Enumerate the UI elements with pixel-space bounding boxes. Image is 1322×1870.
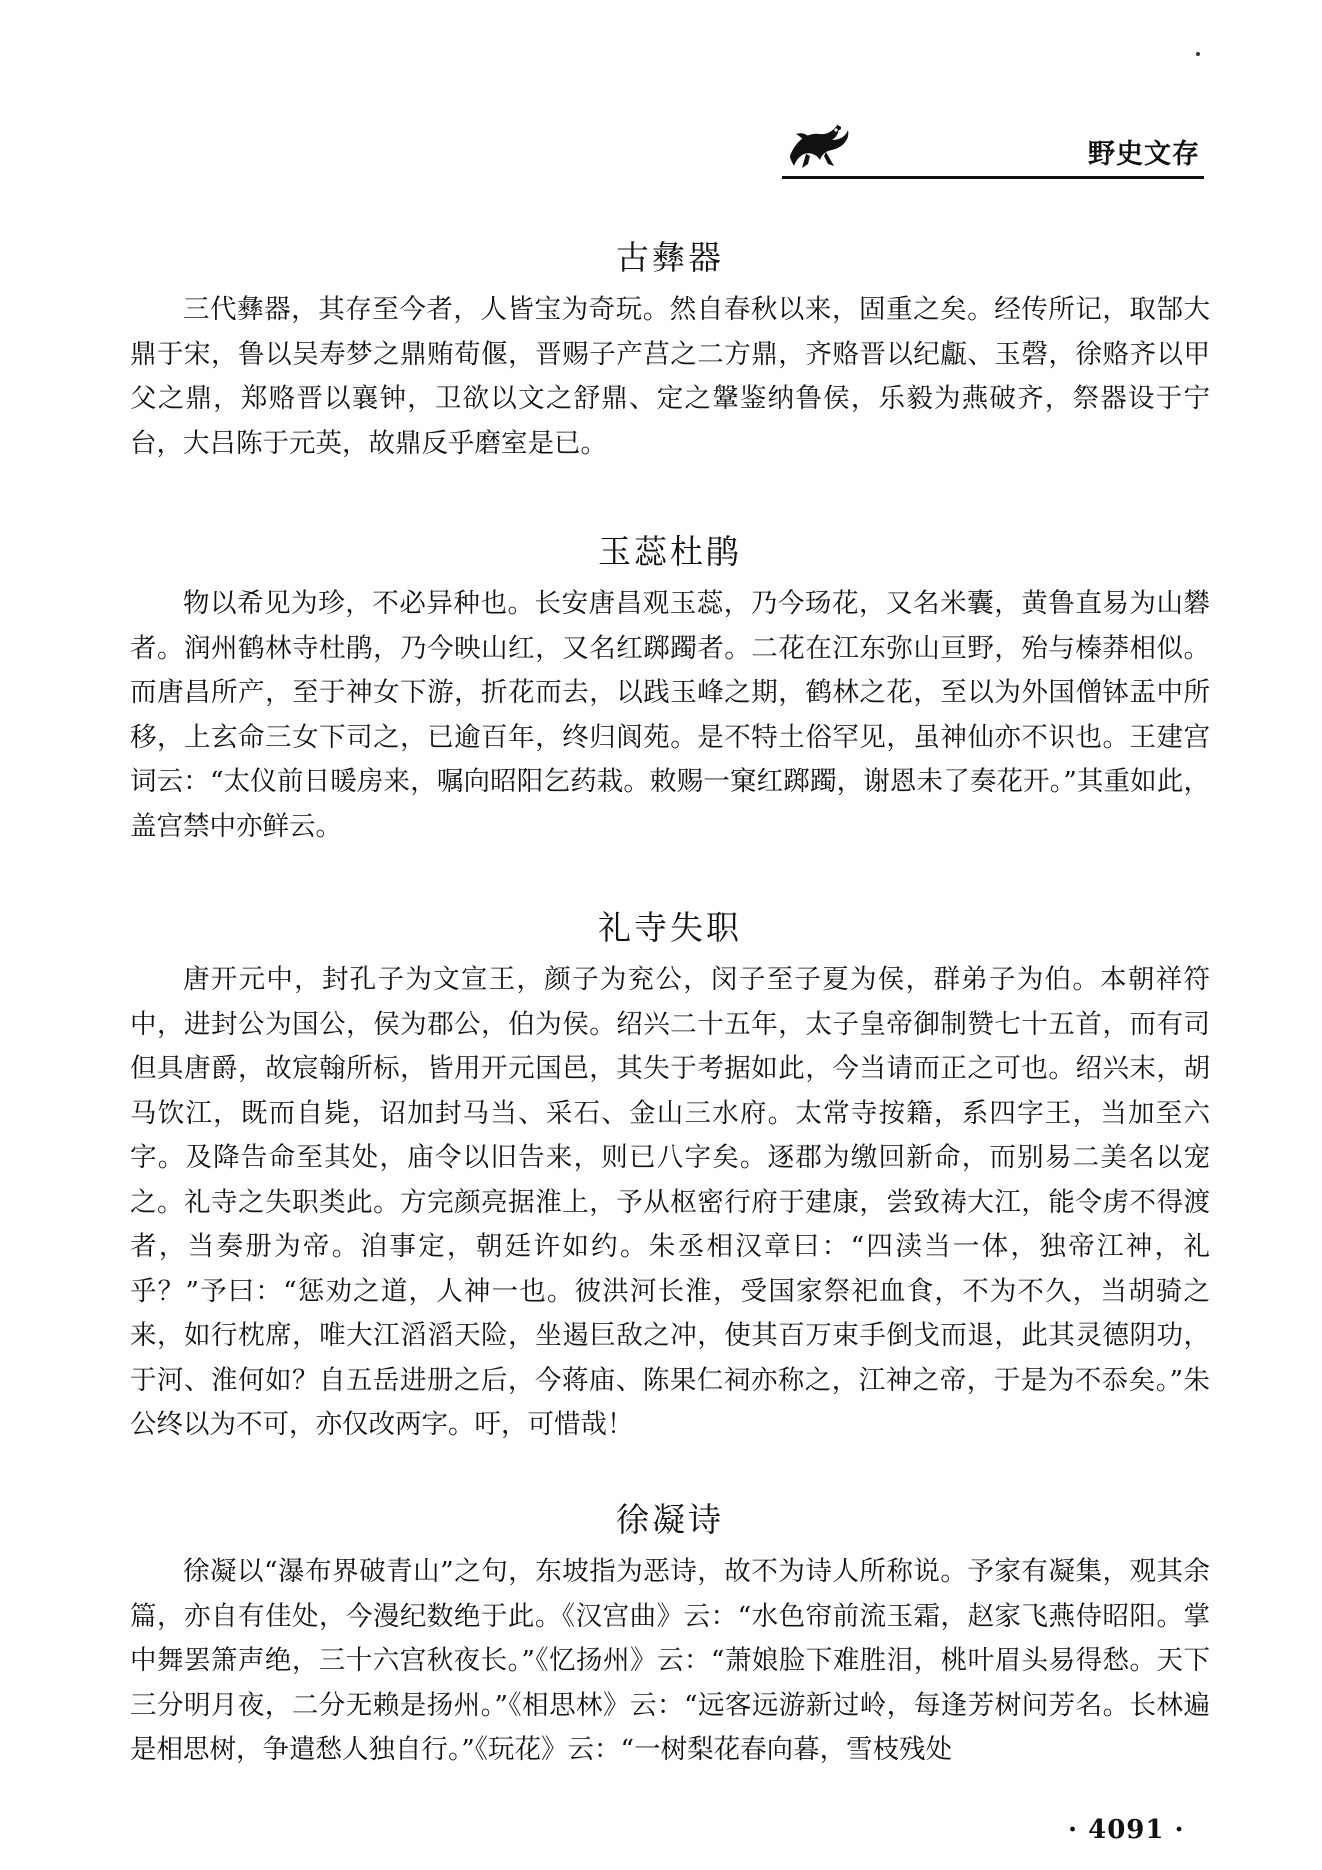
article-body: 唐开元中，封孔子为文宣王，颜子为兖公，闵子至子夏为侯，群弟子为伯。本朝祥符中，进封公为国公，侯为郡公，伯为侯。绍兴二十五年，太子皇帝御制赞七十五首，而有司但具唐爵，故宸翰所标，皆用开元国邑，其失于考据如此，今当请而正之可也。绍兴末，胡马饮江，既而自毙，诏加封马当、采石、金山三水府。太常寺按籍，系四字王，当加至六字。及降告命至其处，庙令以旧告来，则已八字矣。逐郡为缴回新命，而别易二美名以宠之。礼寺之失职类此。方完颜亮据淮上，予从枢密行府于建康，尝致祷大江，能令虏不得渡者，当奏册为帝。洎事定，朝廷许如约。朱丞相汉章曰：“四渎当一体，独帝江神，礼乎？”予曰：“惩劝之道，人神一也。彼洪河长淮，受国家祭祀血食，不为不久，当胡骑之来，如行枕席，唯大江滔滔天险，坐遏巨敌之冲，使其百万束手倒戈而退，此其灵德阴功，于河、淮何如？自五岳进册之后，今蒋庙、陈果仁祠亦称之，江神之帝，于是为不忝矣。”朱公终以为不可，亦仅改两字。吁，可惜哉！ — [130, 964, 1210, 1440]
article-title: 礼寺失职 — [598, 908, 742, 947]
article-yu-rui-du-juan — [130, 522, 1210, 849]
article-body: 徐凝以“瀑布界破青山”之句，东坡指为恶诗，故不为诗人所称说。予家有凝集，观其余篇，亦自有佳处，今漫纪数绝于此。《汉宫曲》云：“水色帘前流玉霜，赵家飞燕侍昭阳。掌中舞罢箫声绝，三十六宫秋夜长。”《忆扬州》云：“萧娘脸下难胜泪，桃叶眉头易得愁。天下三分明月夜，二分无赖是扬州。”《相思林》云：“远客远游新过岭，每逢芳树问芳名。长林遍是相思树，争遣愁人独自行。”《玩花》云：“一树梨花春向暮，雪枝残处 — [130, 1556, 1210, 1765]
series-title: 野史文存 — [1088, 139, 1200, 170]
article-xu-ning-shi — [130, 1490, 1210, 1773]
article-gu-yi-qi — [130, 228, 1210, 466]
scan-speck — [1196, 52, 1200, 56]
page-number: · 4091 · — [1068, 1815, 1185, 1845]
article-li-si-shi-zhi — [130, 898, 1210, 1448]
running-header — [782, 110, 1204, 179]
dragon-emblem-icon — [782, 116, 852, 172]
article-title: 古彝器 — [616, 238, 724, 277]
article-title: 徐凝诗 — [616, 1500, 724, 1539]
article-body: 物以希见为珍，不必异种也。长安唐昌观玉蕊，乃今玚花，又名米囊，黄鲁直易为山礬者。润州鹤林寺杜鹃，乃今映山红，又名红踯躅者。二花在江东弥山亘野，殆与榛莽相似。而唐昌所产，至于神女下游，折花而去，以践玉峰之期，鹤林之花，至以为外国僧钵盂中所移，上玄命三女下司之，已逾百年，终归阆苑。是不特土俗罕见，虽神仙亦不识也。王建宫词云：“太仪前日暖房来，嘱向昭阳乞药栽。敕赐一窠红踯躅，谢恩未了奏花开。”其重如此，盖宫禁中亦鲜云。 — [130, 588, 1210, 842]
article-title: 玉蕊杜鹃 — [598, 532, 742, 571]
article-body: 三代彝器，其存至今者，人皆宝为奇玩。然自春秋以来，固重之矣。经传所记，取郜大鼎于宋，鲁以吴寿梦之鼎贿荀偃，晋赐子产莒之二方鼎，齐赂晋以纪甗、玉磬，徐赂齐以甲父之鼎，郑赂晋以襄钟，卫欲以文之舒鼎、定之鞶鉴纳鲁侯，乐毅为燕破齐，祭器设于宁台，大吕陈于元英，故鼎反乎磨室是已。 — [130, 294, 1210, 459]
